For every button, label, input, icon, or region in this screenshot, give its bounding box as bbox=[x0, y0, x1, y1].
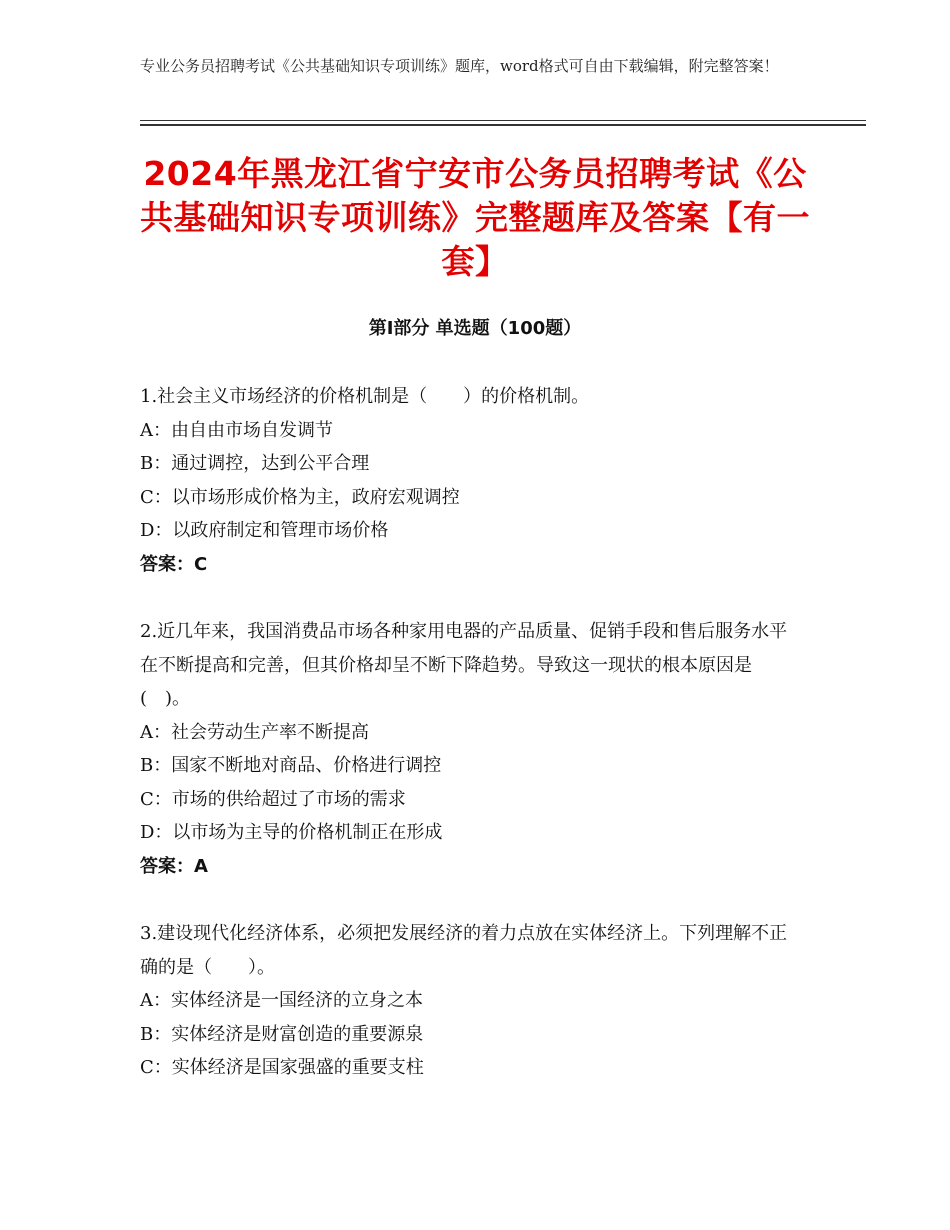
question-2 bbox=[140, 615, 800, 883]
header-divider-thick bbox=[140, 124, 866, 126]
header-divider-thin bbox=[140, 120, 866, 121]
header-note: 专业公务员招聘考试《公共基础知识专项训练》题库，word格式可自由下载编辑，附完整答案！ bbox=[140, 57, 779, 75]
option-b: B：通过调控，达到公平合理 bbox=[140, 453, 370, 474]
document-title: 2024年黑龙江省宁安市公务员招聘考试《公共基础知识专项训练》完整题库及答案【有一套】 bbox=[140, 154, 810, 281]
question-1 bbox=[140, 380, 800, 581]
question-text: 3.建设现代化经济体系，必须把发展经济的着力点放在实体经济上。下列理解不正确的是（ ）。 bbox=[140, 923, 788, 978]
option-b: B：国家不断地对商品、价格进行调控 bbox=[140, 755, 442, 776]
option-a: A：由自由市场自发调节 bbox=[140, 419, 333, 441]
option-b: B：实体经济是财富创造的重要源泉 bbox=[140, 1023, 424, 1045]
option-d: D：以市场为主导的价格机制正在形成 bbox=[140, 822, 443, 843]
option-a: A：实体经济是一国经济的立身之本 bbox=[140, 990, 423, 1011]
option-c: C：市场的供给超过了市场的需求 bbox=[140, 788, 406, 810]
question-text: 2.近几年来，我国消费品市场各种家用电器的产品质量、促销手段和售后服务水平在不断提高和完善，但其价格却呈不断下降趋势。导致这一现状的根本原因是( )。 bbox=[140, 621, 788, 709]
question-3 bbox=[140, 917, 800, 1085]
option-c: C：实体经济是国家强盛的重要支柱 bbox=[140, 1057, 424, 1078]
option-d: D：以政府制定和管理市场价格 bbox=[140, 520, 389, 541]
section-title: 第Ⅰ部分 单选题（100题） bbox=[368, 318, 582, 339]
question-text: 1.社会主义市场经济的价格机制是（ ）的价格机制。 bbox=[140, 386, 590, 407]
option-a: A：社会劳动生产率不断提高 bbox=[140, 721, 369, 743]
answer-label: 答案：A bbox=[140, 855, 208, 877]
question-list bbox=[140, 380, 800, 1119]
option-c: C：以市场形成价格为主，政府宏观调控 bbox=[140, 486, 460, 508]
answer-label: 答案：C bbox=[140, 553, 208, 575]
